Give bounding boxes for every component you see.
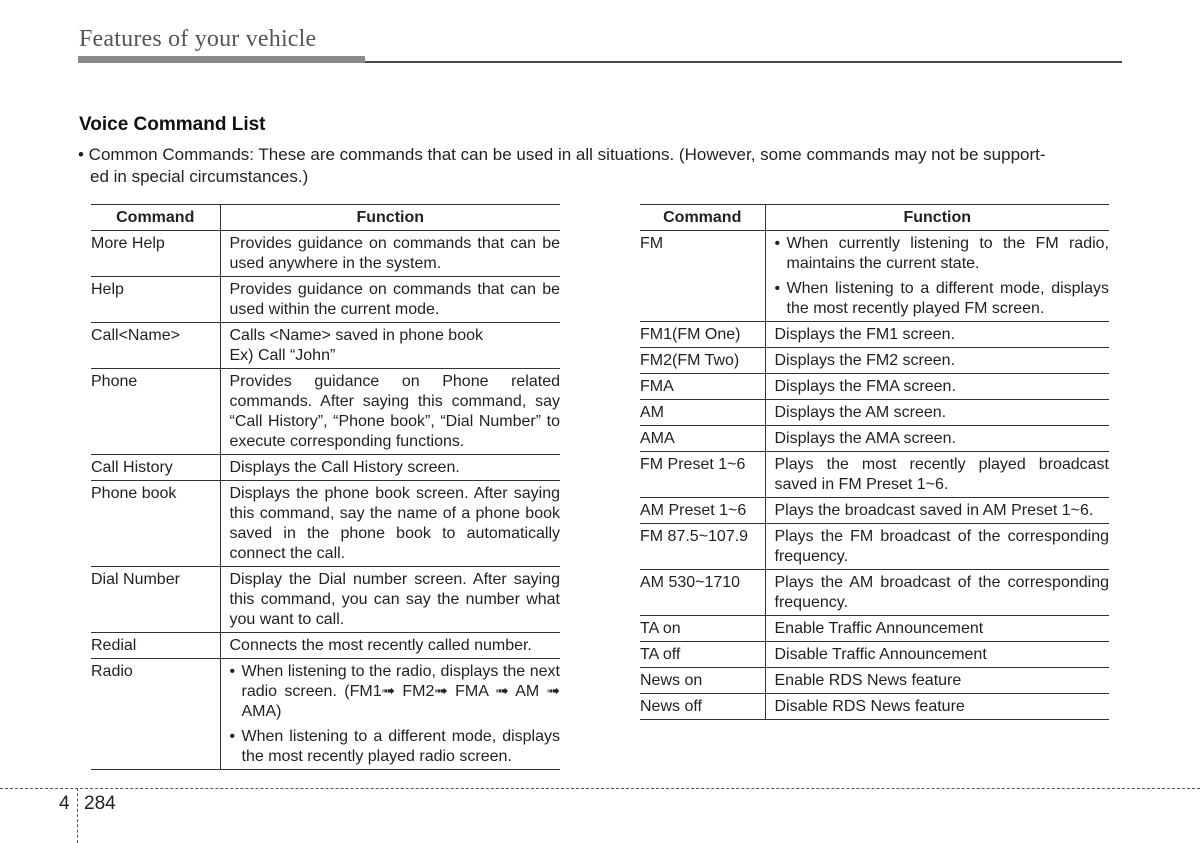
command-cell: Radio (91, 659, 220, 770)
table-row (640, 524, 1109, 570)
intro-line-2: ed in special circumstances.) (90, 167, 309, 186)
bullet-dot: • (229, 728, 236, 745)
command-cell: TA off (640, 642, 765, 668)
command-cell: Call History (91, 455, 220, 481)
table-header-row (640, 205, 1109, 231)
table-row (640, 348, 1109, 374)
table-row (91, 633, 560, 659)
page-number: 284 (84, 793, 116, 814)
command-cell: FMA (640, 374, 765, 400)
function-cell: Connects the most recently called number. (220, 633, 560, 659)
table-row (91, 455, 560, 481)
function-cell: Displays the AM screen. (765, 400, 1109, 426)
table-row (640, 426, 1109, 452)
function-cell (220, 323, 560, 369)
command-cell: AM Preset 1~6 (640, 498, 765, 524)
table-header-row (91, 205, 560, 231)
table-row (91, 369, 560, 455)
intro-line-1: • Common Commands: These are commands that can be used in all situations. (However, some commands may not be support- (78, 145, 1046, 164)
page-header-title: Features of your vehicle (79, 26, 317, 52)
command-cell: Phone (91, 369, 220, 455)
table-row (91, 567, 560, 633)
command-cell: Redial (91, 633, 220, 659)
command-cell: FM 87.5~107.9 (640, 524, 765, 570)
bullet-dot: • (229, 663, 236, 680)
column-header-function: Function (765, 205, 1109, 231)
command-cell: More Help (91, 231, 220, 277)
table-row (91, 323, 560, 369)
bullet-dot: • (774, 235, 781, 252)
function-cell: Enable RDS News feature (765, 668, 1109, 694)
table-row (640, 642, 1109, 668)
command-cell: Phone book (91, 481, 220, 567)
function-cell: Plays the AM broadcast of the corresponding frequency. (765, 570, 1109, 616)
function-cell: Displays the phone book screen. After saying this command, say the name of a phone book saved in the phone book to automatically connect the call. (220, 481, 560, 567)
command-cell: Call<Name> (91, 323, 220, 369)
chapter-number: 4 (59, 793, 70, 814)
function-cell: Displays the FMA screen. (765, 374, 1109, 400)
function-cell: Plays the FM broadcast of the corresponding frequency. (765, 524, 1109, 570)
header-rule-thin (365, 61, 1122, 63)
table-row (91, 277, 560, 323)
bullet-text: When listening to a different mode, displays the most recently played FM screen. (786, 280, 1109, 317)
bullet-text: When currently listening to the FM radio, maintains the current state. (786, 235, 1109, 272)
command-table-right (640, 204, 1109, 720)
table-row (640, 374, 1109, 400)
command-cell: AM (640, 400, 765, 426)
footer-dashed-rule (0, 788, 1200, 789)
function-cell: Provides guidance on commands that can be used within the current mode. (220, 277, 560, 323)
function-line: Calls <Name> saved in phone book (229, 327, 483, 344)
column-header-command: Command (91, 205, 220, 231)
command-cell: FM Preset 1~6 (640, 452, 765, 498)
column-header-command: Command (640, 205, 765, 231)
function-cell: Displays the Call History screen. (220, 455, 560, 481)
command-cell: Dial Number (91, 567, 220, 633)
command-cell: FM2(FM Two) (640, 348, 765, 374)
table-row (91, 481, 560, 567)
function-cell: Enable Traffic Announcement (765, 616, 1109, 642)
function-cell: Displays the FM2 screen. (765, 348, 1109, 374)
intro-paragraph (78, 144, 1122, 188)
command-cell: News off (640, 694, 765, 720)
command-cell: News on (640, 668, 765, 694)
table-row (640, 231, 1109, 322)
command-cell: AM 530~1710 (640, 570, 765, 616)
bullet-text: When listening to the radio, displays the next radio screen. (FM1➟ FM2➟ FMA ➟ AM ➟ AMA) (241, 663, 560, 720)
bullet-item (230, 727, 561, 767)
table-row (640, 400, 1109, 426)
table-row (640, 668, 1109, 694)
bullet-dot: • (774, 280, 781, 297)
command-cell: FM (640, 231, 765, 322)
table-row (640, 452, 1109, 498)
function-cell: Plays the most recently played broadcast saved in FM Preset 1~6. (765, 452, 1109, 498)
bullet-item (230, 662, 561, 722)
section-title: Voice Command List (79, 114, 266, 135)
table-row (640, 322, 1109, 348)
table-row (640, 570, 1109, 616)
table-row (91, 231, 560, 277)
function-cell: Disable RDS News feature (765, 694, 1109, 720)
footer-dashed-divider (77, 788, 78, 843)
function-cell (765, 231, 1109, 322)
command-cell: TA on (640, 616, 765, 642)
table-row (640, 616, 1109, 642)
function-example: Ex) Call “John” (229, 347, 336, 364)
bullet-item (775, 234, 1110, 274)
function-cell: Provides guidance on Phone related commands. After saying this command, say “Call History”, “Phone book”, “Dial Number” to execute corresponding functions. (220, 369, 560, 455)
function-cell (220, 659, 560, 770)
table-row (640, 498, 1109, 524)
function-cell: Disable Traffic Announcement (765, 642, 1109, 668)
command-cell: FM1(FM One) (640, 322, 765, 348)
bullet-item (775, 279, 1110, 319)
column-header-function: Function (220, 205, 560, 231)
function-cell: Displays the FM1 screen. (765, 322, 1109, 348)
header-rule-thick (78, 56, 365, 63)
table-row (640, 694, 1109, 720)
function-cell: Provides guidance on commands that can be used anywhere in the system. (220, 231, 560, 277)
command-cell: Help (91, 277, 220, 323)
function-cell: Plays the broadcast saved in AM Preset 1~6. (765, 498, 1109, 524)
table-row (91, 659, 560, 770)
function-cell: Displays the AMA screen. (765, 426, 1109, 452)
bullet-text: When listening to a different mode, displays the most recently played radio screen. (241, 728, 560, 765)
command-cell: AMA (640, 426, 765, 452)
function-cell: Display the Dial number screen. After saying this command, you can say the number what you want to call. (220, 567, 560, 633)
command-table-left (91, 204, 560, 770)
